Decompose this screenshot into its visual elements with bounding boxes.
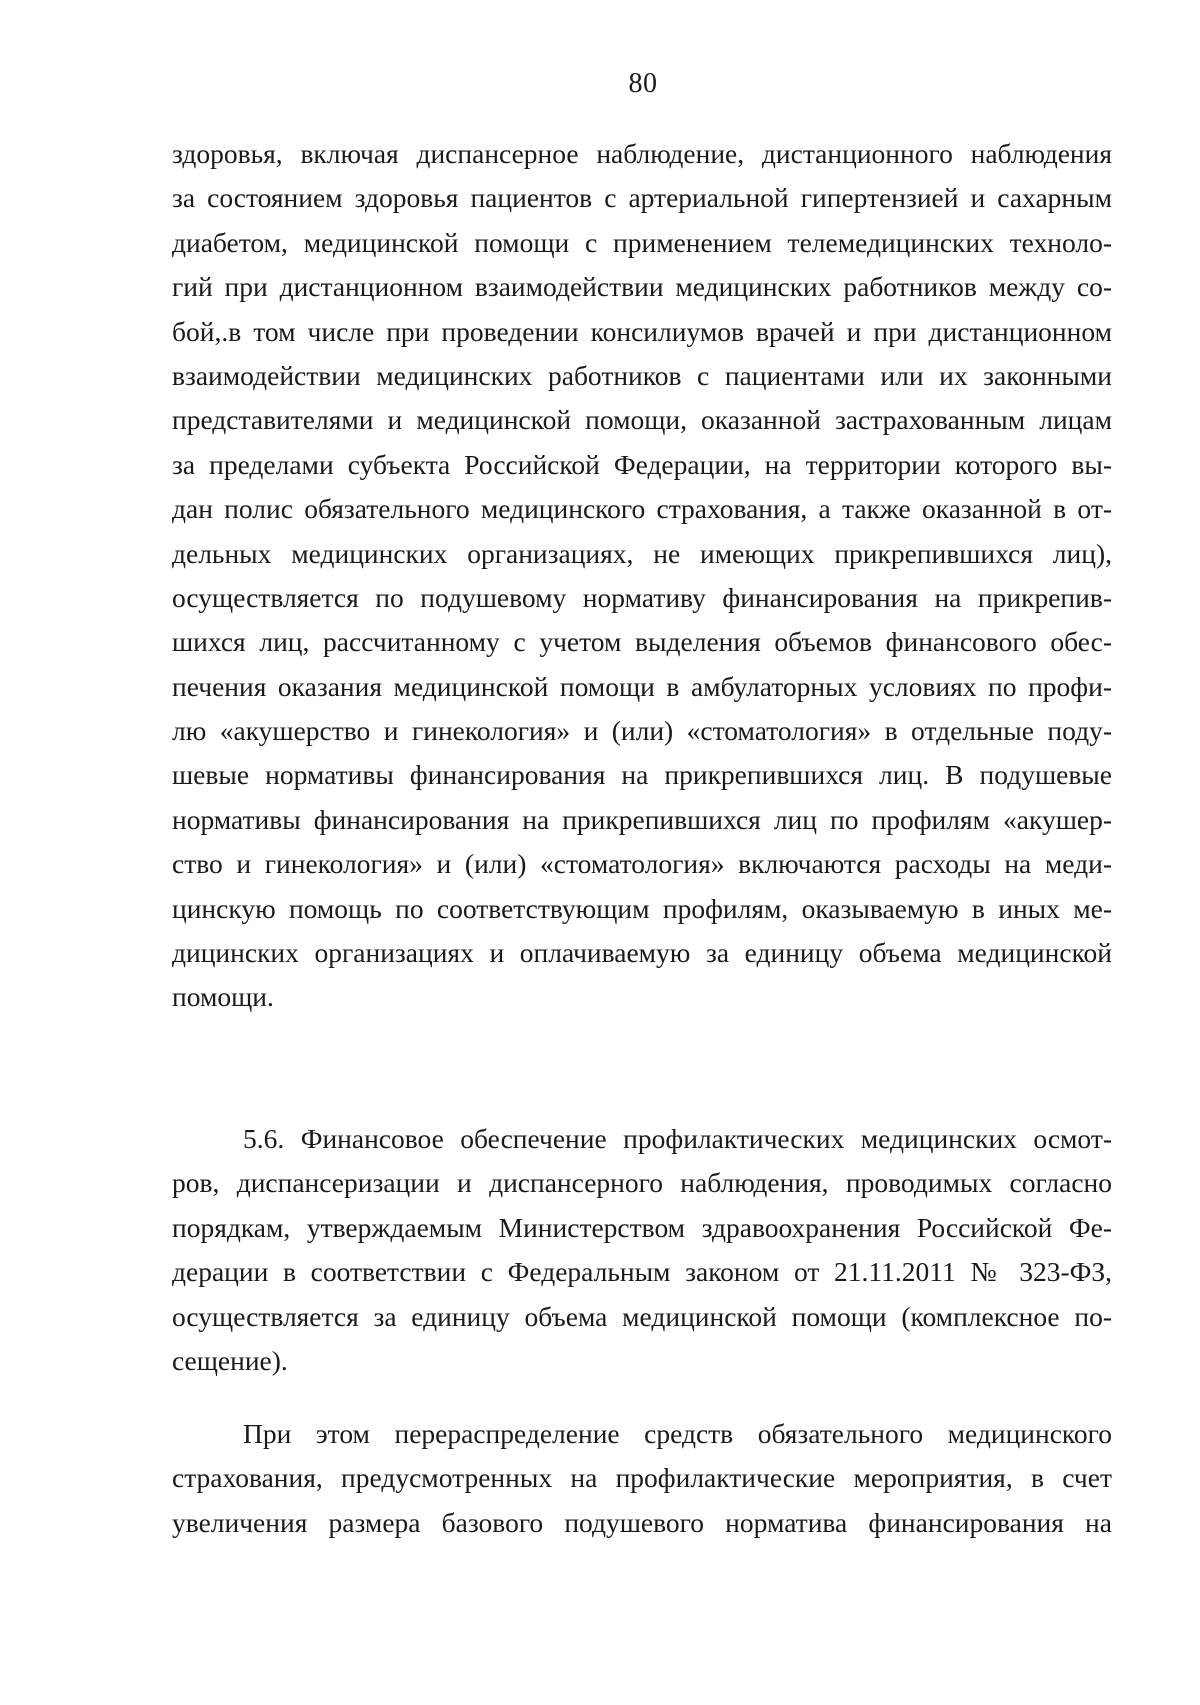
text-line: страхования, предусмотренных на профилактические мероприятия, в счет — [172, 1462, 1112, 1494]
paragraph-5-6 — [172, 1117, 1112, 1383]
paragraph-continuation — [172, 132, 1112, 1020]
paragraph-redistribution — [172, 1412, 1112, 1545]
text-line: здоровья, включая диспансерное наблюдение, дистанционного наблюдения — [172, 138, 1112, 169]
text-line: дан полис обязательного медицинского страхования, а также оказанной в от- — [172, 493, 1112, 525]
text-line: При этом перераспределение средств обязательного медицинского — [243, 1418, 1112, 1449]
text-line: ство и гинекология» и (или) «стоматология» включаются расходы на меди- — [172, 848, 1112, 880]
text-line: осуществляется за единицу объема медицинской помощи (комплексное по- — [172, 1300, 1112, 1332]
text-line: печения оказания медицинской помощи в амбулаторных условиях по профи- — [172, 670, 1112, 702]
text-line: осуществляется по подушевому нормативу финансирования на прикрепив- — [172, 581, 1112, 613]
text-line: ров, диспансеризации и диспансерного наблюдения, проводимых согласно — [172, 1167, 1112, 1199]
text-line: диабетом, медицинской помощи с применением телемедицинских техноло- — [172, 226, 1112, 258]
text-line: за состоянием здоровья пациентов с артериальной гипертензией и сахарным — [172, 182, 1112, 214]
text-line: за пределами субъекта Российской Федерации, на территории которого вы- — [172, 448, 1112, 480]
text-line: сещение). — [172, 1344, 288, 1376]
text-line: 5.6. Финансовое обеспечение профилактических медицинских осмот- — [243, 1123, 1112, 1154]
text-line: увеличения размера базового подушевого норматива финансирования на — [172, 1506, 1112, 1538]
text-line: шевые нормативы финансирования на прикрепившихся лиц. В подушевые — [172, 759, 1112, 791]
text-line: взаимодействии медицинских работников с пациентами или их законными — [172, 359, 1112, 391]
text-line: нормативы финансирования на прикрепившихся лиц по профилям «акушер- — [172, 803, 1112, 835]
text-line: цинскую помощь по соответствующим профилям, оказываемую в иных ме- — [172, 892, 1112, 924]
text-line: порядкам, утверждаемым Министерством здравоохранения Российской Фе- — [172, 1211, 1112, 1243]
text-line: дельных медицинских организациях, не имеющих прикрепившихся лиц), — [172, 537, 1112, 569]
text-line: представителями и медицинской помощи, оказанной застрахованным лицам — [172, 404, 1112, 436]
text-line: дицинских организациях и оплачиваемую за единицу объема медицинской — [172, 937, 1112, 969]
text-line: помощи. — [172, 981, 274, 1013]
text-line: гий при дистанционном взаимодействии медицинских работников между со- — [172, 271, 1112, 303]
text-line: лю «акушерство и гинекология» и (или) «стоматология» в отдельные поду- — [172, 715, 1112, 747]
text-line: дерации в соответствии с Федеральным законом от 21.11.2011 № 323-ФЗ, — [172, 1256, 1112, 1288]
text-line: бой,.в том числе при проведении консилиумов врачей и при дистанционном — [172, 315, 1112, 347]
page-number: 80 — [628, 68, 658, 99]
text-line: шихся лиц, рассчитанному с учетом выделения объемов финансового обес- — [172, 626, 1112, 658]
